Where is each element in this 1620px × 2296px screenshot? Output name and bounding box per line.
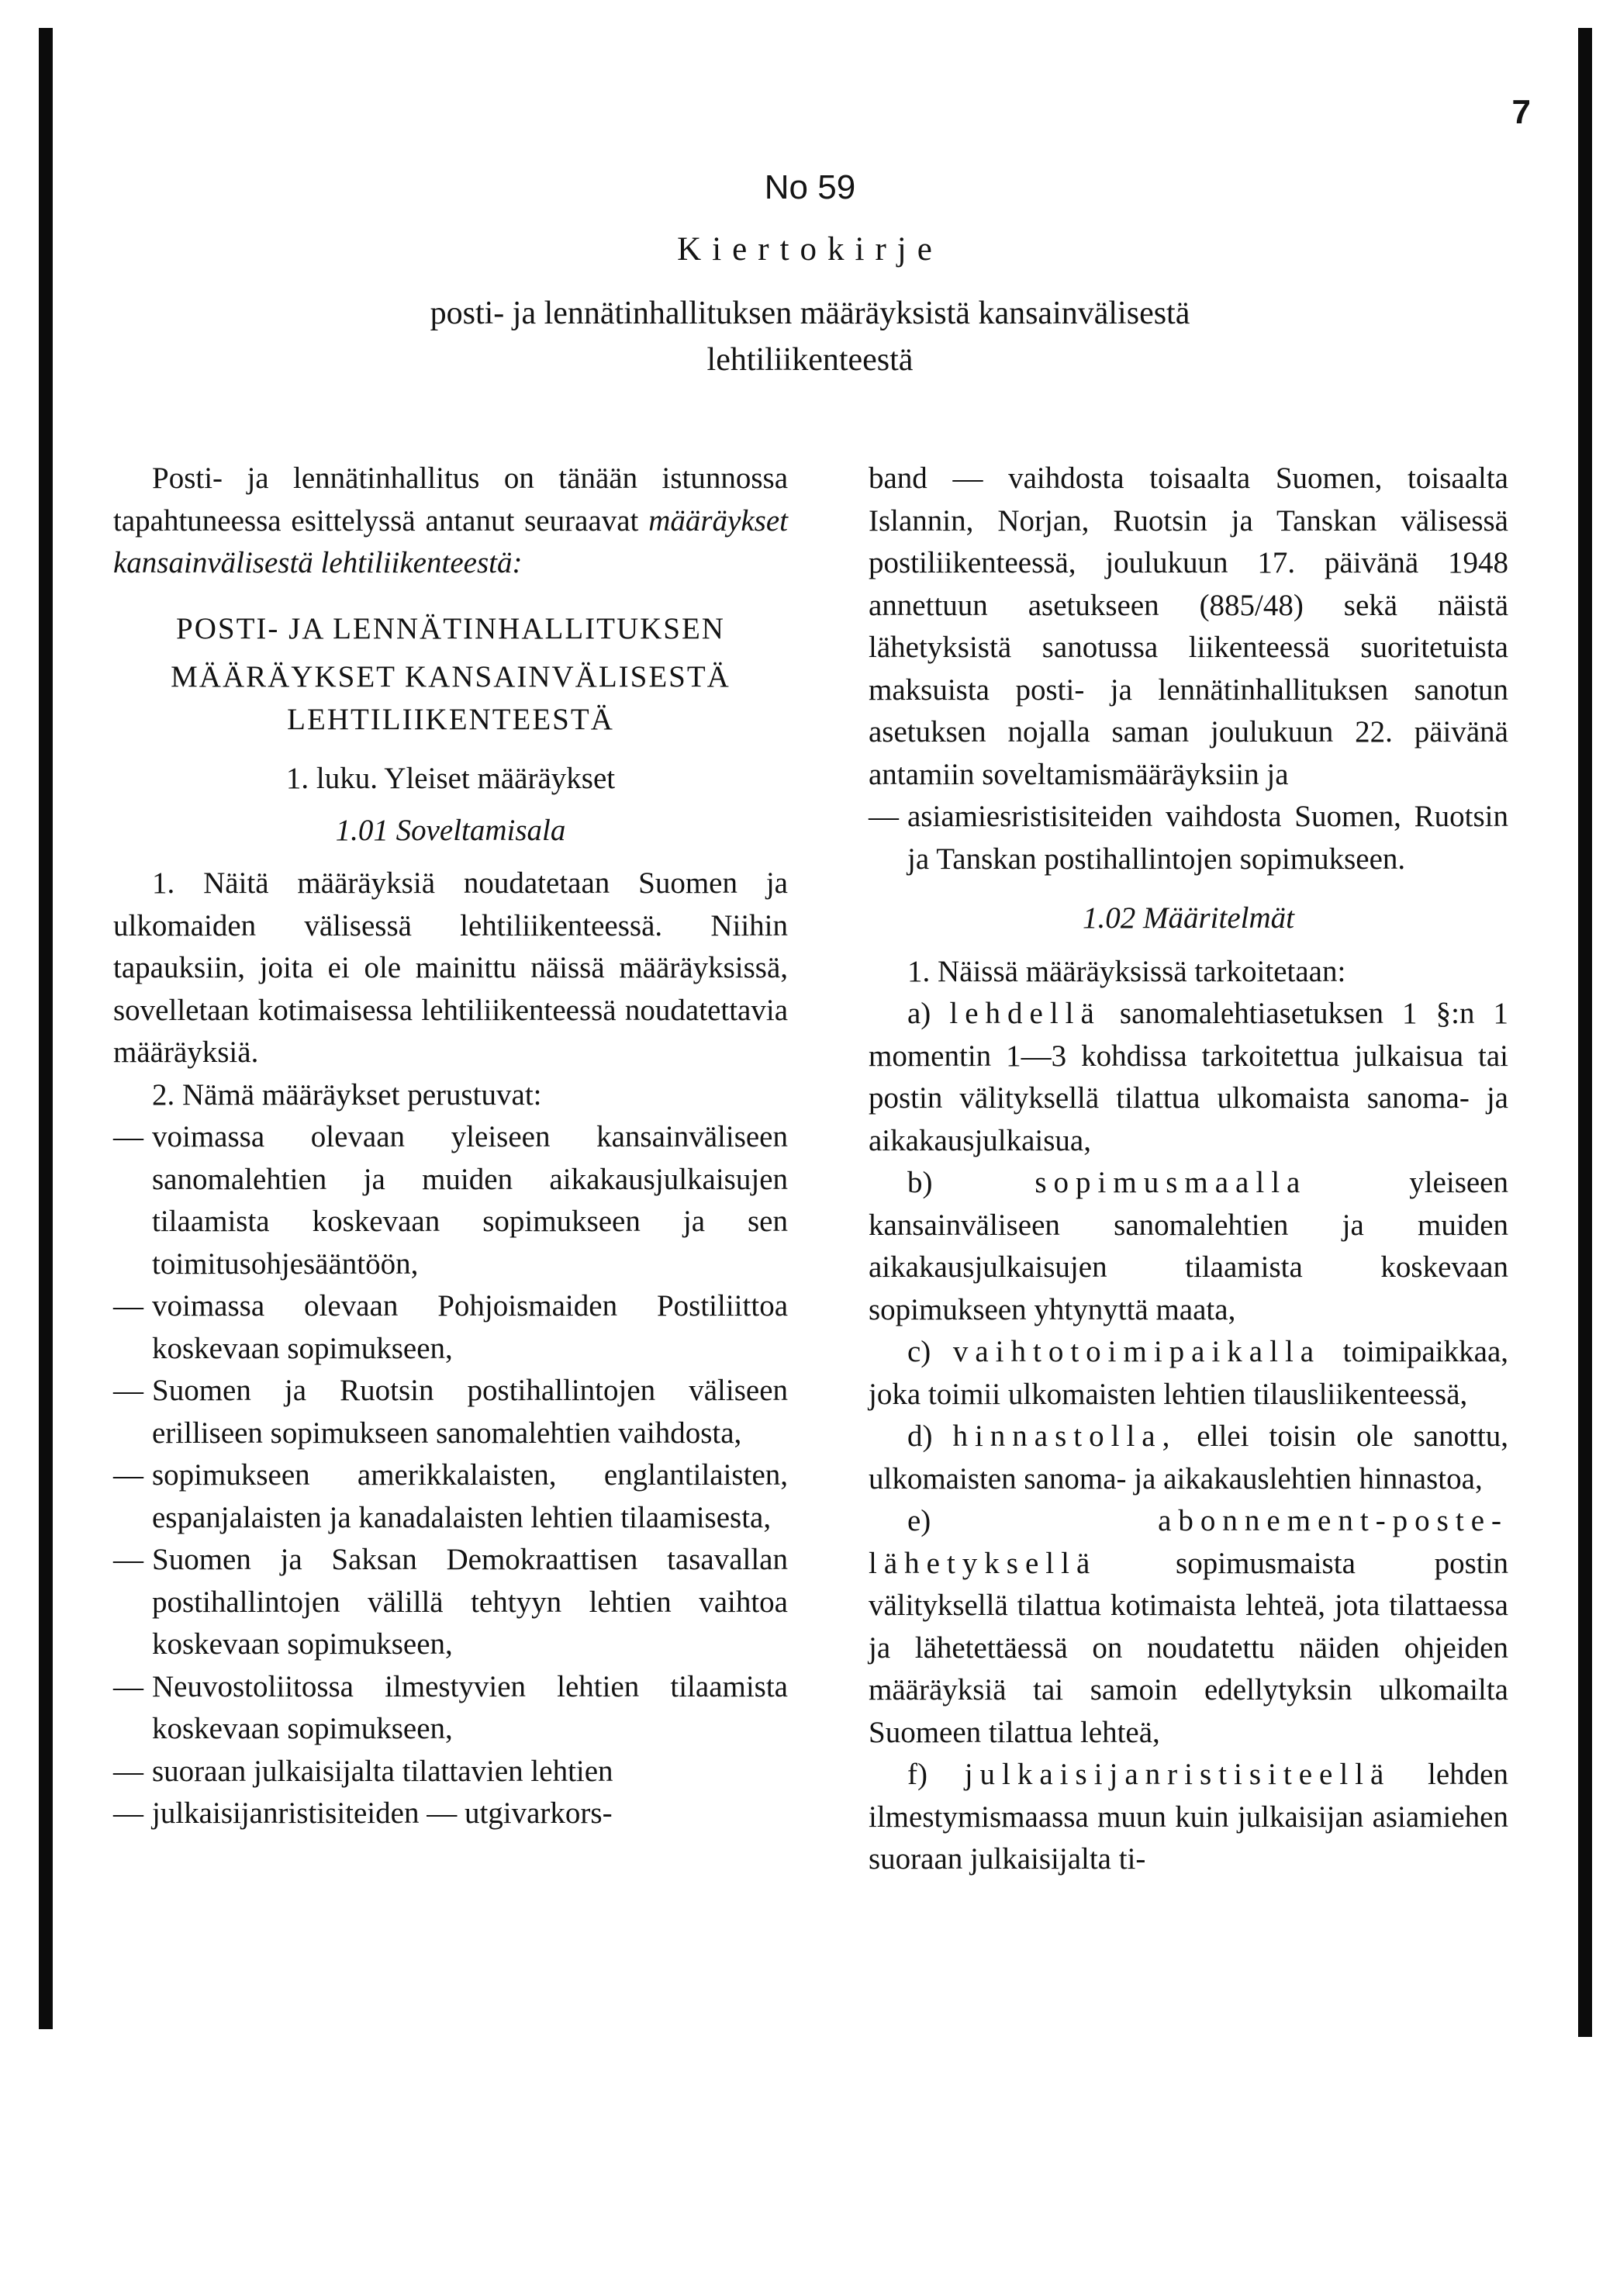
paragraph-1: 1. Näitä määräyksiä noudatetaan Suomen ja ulkomaiden välisessä lehtiliikenteessä. Niihin tapauksiin, joita ei ole mainittu näissä määräyksissä, sovelletaan kotimaisessa lehtiliikenteessä noudatettavia määräyksiä. bbox=[113, 866, 788, 1069]
definition-prefix: f) bbox=[907, 1758, 927, 1791]
definition-c bbox=[869, 1331, 1508, 1416]
left-column bbox=[113, 458, 788, 1835]
regulations-heading-line-3: LEHTILIIKENTEESTÄ bbox=[287, 702, 614, 736]
definition-term: sopimusmaalla bbox=[1035, 1166, 1307, 1199]
definition-d bbox=[869, 1416, 1508, 1500]
definition-text: yleiseen kansainväliseen sanomalehtien ja muiden aikakausjulkaisujen tilaamista koskevaan sopimukseen yhtynyttä maata, bbox=[869, 1166, 1508, 1326]
definition-prefix: b) bbox=[907, 1166, 933, 1199]
list-item: — Neuvostoliitossa ilmestyvien lehtien tilaamista koskevaan sopimukseen, bbox=[113, 1666, 788, 1751]
definition-term: lehdellä bbox=[949, 997, 1101, 1030]
chapter-heading: 1. luku. Yleiset määräykset bbox=[285, 762, 616, 795]
document-number: No 59 bbox=[764, 168, 856, 206]
definition-text: lehden ilmestymismaassa muun kuin julkaisijan asiamiehen suoraan julkaisijalta ti- bbox=[869, 1758, 1508, 1876]
section-heading-1-02: 1.02 Määritelmät bbox=[1083, 901, 1294, 935]
list-item: — sopimukseen amerikkalaisten, englantilaisten, espanjalaisten ja kanadalaisten lehtien tilaamisesta, bbox=[113, 1454, 788, 1539]
list-item: — Suomen ja Saksan Demokraattisen tasavallan postihallintojen välillä tehtyyn lehtien vaihtoa koskevaan sopimukseen, bbox=[113, 1539, 788, 1666]
document-title-line-2: lehtiliikenteestä bbox=[706, 342, 914, 378]
definition-term: abonnement-poste-lähetyksellä bbox=[869, 1504, 1508, 1580]
definition-text: sanomalehtiasetuksen 1 §:n 1 momentin 1—3 kohdissa tarkoitettua julkaisua tai postin välityksellä tilattua ulkomaista sanoma- ja aikakausjulkaisua, bbox=[869, 997, 1509, 1157]
list-item-continuation: — julkaisijanristisiteiden — utgivarkors- bbox=[113, 1793, 788, 1835]
definition-prefix: a) bbox=[907, 997, 931, 1030]
intro-italic: määräykset kansainvälisestä lehtiliikenteestä: bbox=[113, 503, 788, 579]
definition-prefix: d) bbox=[907, 1419, 933, 1453]
list-item: — voimassa olevaan Pohjoismaiden Postiliittoa koskevaan sopimukseen, bbox=[113, 1285, 788, 1370]
regulations-heading-line-1: POSTI- JA LENNÄTINHALLITUKSEN bbox=[176, 611, 725, 645]
definition-text: ellei toisin ole sanottu, ulkomaisten sanoma- ja aikakauslehtien hinnastoa, bbox=[869, 1419, 1509, 1496]
definition-b bbox=[869, 1162, 1508, 1331]
definition-text: sopimusmaista postin välityksellä tilattua kotimaista lehteä, jota tilattaessa ja lähetettäessä on noudatettu näiden ohjeiden määräyksiä tai samoin edellytyksin ulkomailta Suomeen tilattua lehteä, bbox=[869, 1546, 1508, 1749]
list-item-continued: band — vaihdosta toisaalta Suomen, toisaalta Islannin, Norjan, Ruotsin ja Tanskan välisessä postiliikenteessä, joulukuun 17. päivänä 1948 annettuun asetukseen (885/48) sekä näistä lähetyksistä sanotussa liikenteessä suoritetuista maksuista posti- ja lennätinhallituksen sanotun asetuksen nojalla saman joulukuun 22. päivänä antamiin soveltamismääräyksiin ja bbox=[869, 462, 1508, 791]
document-title-line-1: posti- ja lennätinhallituksen määräyksistä kansainvälisestä bbox=[430, 296, 1190, 331]
definitions-intro: 1. Näissä määräyksissä tarkoitetaan: bbox=[907, 954, 1346, 988]
definition-a bbox=[869, 993, 1508, 1162]
definition-term: julkaisijanristisiteellä bbox=[964, 1758, 1391, 1791]
list-item: — suoraan julkaisijalta tilattavien lehtien bbox=[113, 1751, 788, 1793]
intro-text: Posti- ja lennätinhallitus on tänään istunnossa tapahtuneessa esittelyssä antanut seuraavat bbox=[113, 462, 788, 538]
list-item: — asiamiesristisiteiden vaihdosta Suomen, Ruotsin ja Tanskan postihallintojen sopimukseen. bbox=[869, 796, 1508, 880]
definition-text: toimipaikkaa, joka toimii ulkomaisten lehtien tilausliikenteessä, bbox=[869, 1335, 1508, 1411]
definition-prefix: c) bbox=[907, 1335, 931, 1368]
definition-term: hinnastolla, bbox=[952, 1419, 1177, 1453]
list-item: — Suomen ja Ruotsin postihallintojen väliseen erilliseen sopimukseen sanomalehtien vaihdosta, bbox=[113, 1370, 788, 1454]
page-number: 7 bbox=[1511, 93, 1531, 131]
right-column bbox=[869, 458, 1508, 1881]
definition-f bbox=[869, 1754, 1508, 1881]
paragraph-2: 2. Nämä määräykset perustuvat: bbox=[152, 1077, 542, 1112]
list-item: — voimassa olevaan yleiseen kansainväliseen sanomalehtien ja muiden aikakausjulkaisujen tilaamista koskevaan sopimukseen ja sen toimitusohjesääntöön, bbox=[113, 1116, 788, 1285]
document-type: Kiertokirje bbox=[677, 231, 943, 268]
intro-paragraph bbox=[113, 458, 788, 585]
regulations-heading-line-2: MÄÄRÄYKSET KANSAINVÄLISESTÄ bbox=[171, 660, 731, 693]
section-heading-1-01: 1.01 Soveltamisala bbox=[335, 813, 566, 847]
definition-term: vaihtotoimipaikalla bbox=[952, 1335, 1321, 1368]
definition-prefix: e) bbox=[907, 1504, 931, 1537]
definition-e bbox=[869, 1500, 1508, 1754]
